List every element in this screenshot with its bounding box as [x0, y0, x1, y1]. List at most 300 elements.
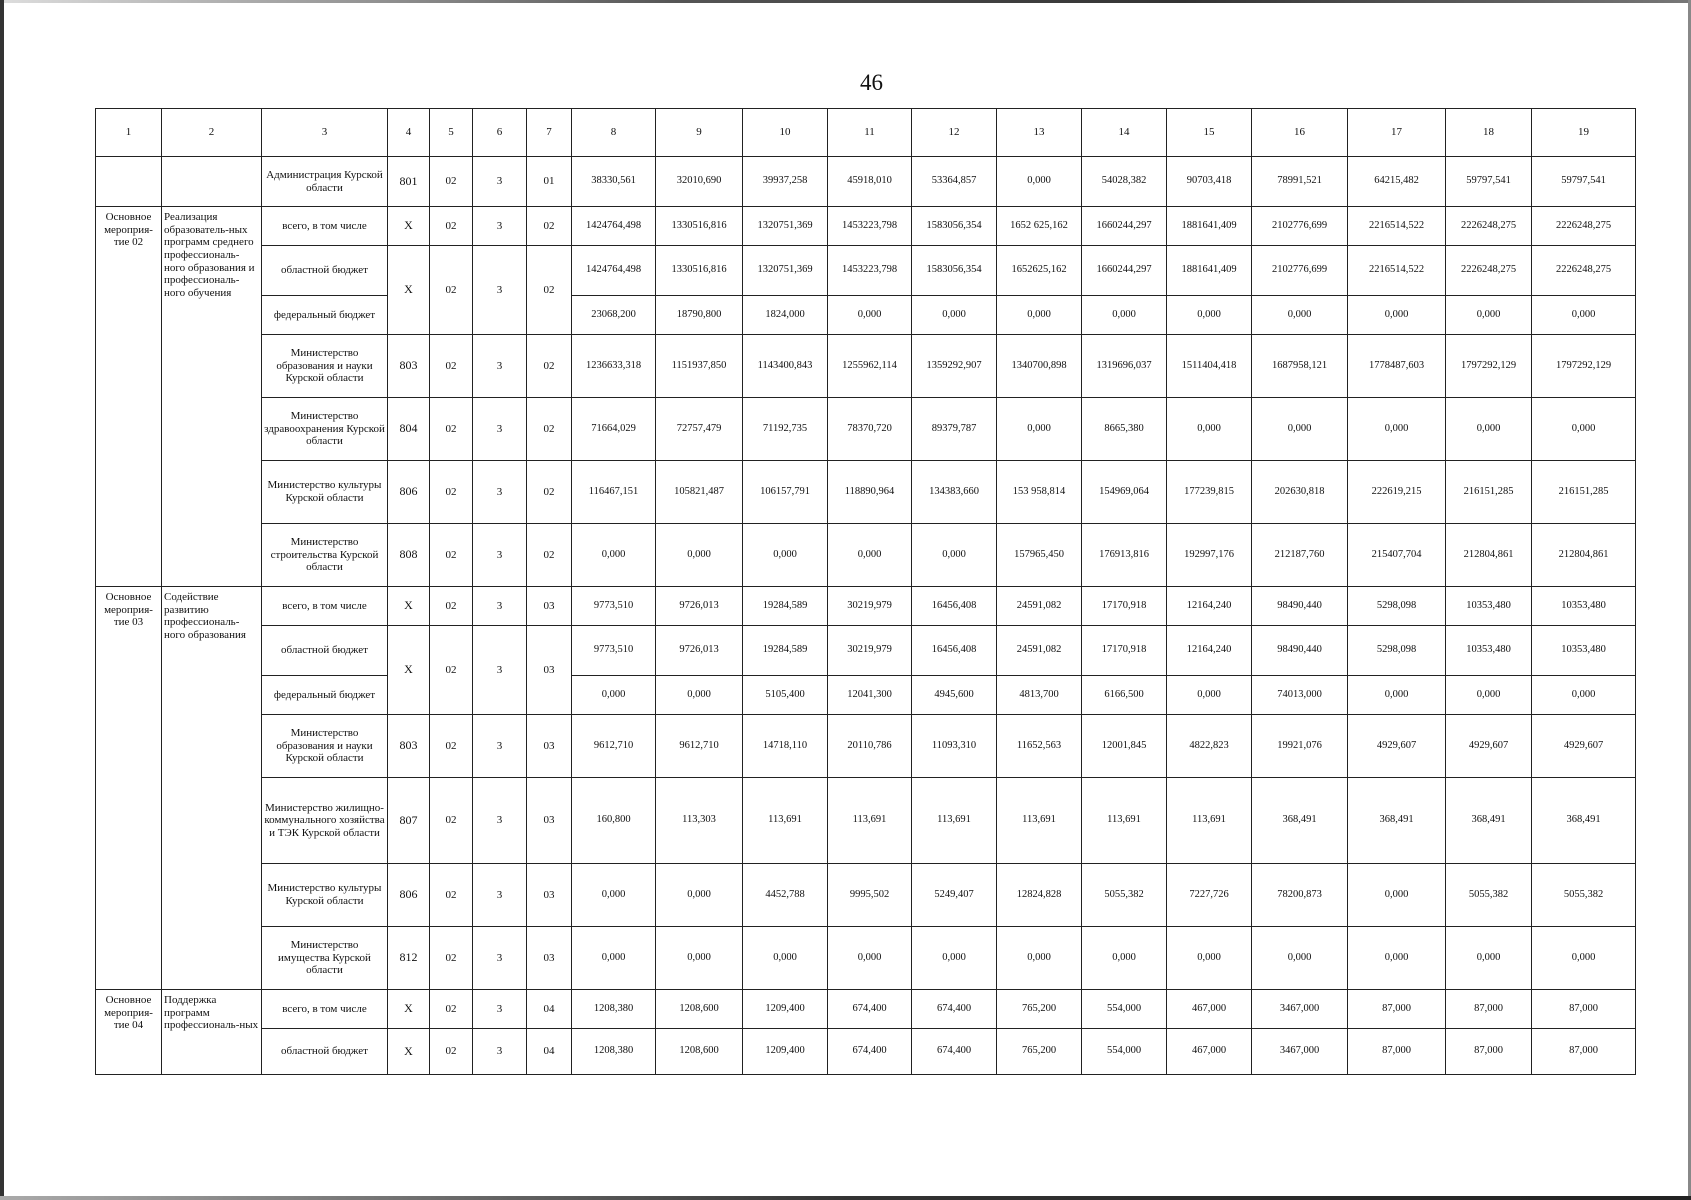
value-cell-col-11: 20110,786 — [828, 715, 912, 778]
value-cell-col-13: 157965,450 — [997, 524, 1082, 587]
executor-name: Министерство культуры Курской области — [262, 864, 388, 927]
value-cell-col-12: 134383,660 — [912, 461, 997, 524]
column-header-1: 1 — [96, 109, 162, 157]
value-cell-col-14: 176913,816 — [1082, 524, 1167, 587]
code-col-5: 02 — [430, 715, 473, 778]
value-cell-col-12: 1583056,354 — [912, 207, 997, 246]
code-col-5: 02 — [430, 1029, 473, 1075]
value-cell-col-13: 24591,082 — [997, 587, 1082, 626]
value-cell-col-9: 1208,600 — [656, 990, 743, 1029]
value-cell-col-16: 78991,521 — [1252, 157, 1348, 207]
value-cell-col-16: 368,491 — [1252, 778, 1348, 864]
value-cell-col-15: 467,000 — [1167, 1029, 1252, 1075]
value-cell-col-15: 192997,176 — [1167, 524, 1252, 587]
value-cell-col-19: 2226248,275 — [1532, 207, 1636, 246]
code-col-6: 3 — [473, 990, 527, 1029]
value-cell-col-16: 1687958,121 — [1252, 335, 1348, 398]
value-cell-col-10: 1209,400 — [743, 1029, 828, 1075]
executor-name: Министерство образования и науки Курской области — [262, 335, 388, 398]
value-cell-col-19: 2226248,275 — [1532, 246, 1636, 296]
table-body — [96, 157, 1636, 1075]
value-cell-col-18: 10353,480 — [1446, 587, 1532, 626]
budget-table — [95, 108, 1636, 1075]
code-col-7: 02 — [527, 246, 572, 335]
code-col-5: 02 — [430, 626, 473, 715]
value-cell-col-17: 1778487,603 — [1348, 335, 1446, 398]
code-col-6: 3 — [473, 626, 527, 715]
value-cell-col-8: 71664,029 — [572, 398, 656, 461]
value-cell-col-11: 30219,979 — [828, 626, 912, 676]
value-cell-col-19: 0,000 — [1532, 398, 1636, 461]
value-cell-col-18: 87,000 — [1446, 990, 1532, 1029]
value-cell-col-10: 19284,589 — [743, 587, 828, 626]
column-header-16: 16 — [1252, 109, 1348, 157]
value-cell-col-13: 0,000 — [997, 296, 1082, 335]
value-cell-col-11: 78370,720 — [828, 398, 912, 461]
value-cell-col-16: 0,000 — [1252, 398, 1348, 461]
code-col-4: X — [388, 1029, 430, 1075]
code-col-7: 03 — [527, 587, 572, 626]
value-cell-col-18: 212804,861 — [1446, 524, 1532, 587]
value-cell-col-19: 5055,382 — [1532, 864, 1636, 927]
executor-name: всего, в том числе — [262, 207, 388, 246]
value-cell-col-10: 106157,791 — [743, 461, 828, 524]
value-cell-col-15: 90703,418 — [1167, 157, 1252, 207]
m02-ministry-row — [96, 524, 1636, 587]
value-cell-col-11: 1453223,798 — [828, 246, 912, 296]
code-col-7: 03 — [527, 864, 572, 927]
value-cell-col-10: 14718,110 — [743, 715, 828, 778]
value-cell-col-11: 1255962,114 — [828, 335, 912, 398]
value-cell-col-9: 18790,800 — [656, 296, 743, 335]
value-cell-col-12: 89379,787 — [912, 398, 997, 461]
code-col-7: 02 — [527, 398, 572, 461]
value-cell-col-10: 5105,400 — [743, 676, 828, 715]
value-cell-col-15: 0,000 — [1167, 296, 1252, 335]
value-cell-col-11: 1453223,798 — [828, 207, 912, 246]
value-cell-col-14: 113,691 — [1082, 778, 1167, 864]
code-col-6: 3 — [473, 524, 527, 587]
value-cell-col-8: 23068,200 — [572, 296, 656, 335]
measure-title: Реализация образователь-ных программ среднего профессиональ-ного образования и профессиональ-ного обучения — [162, 207, 262, 587]
value-cell-col-15: 12164,240 — [1167, 626, 1252, 676]
code-col-5: 02 — [430, 524, 473, 587]
executor-name: областной бюджет — [262, 246, 388, 296]
value-cell-col-11: 118890,964 — [828, 461, 912, 524]
value-cell-col-15: 177239,815 — [1167, 461, 1252, 524]
value-cell-col-13: 765,200 — [997, 990, 1082, 1029]
value-cell-col-16: 19921,076 — [1252, 715, 1348, 778]
value-cell-col-10: 1320751,369 — [743, 246, 828, 296]
column-header-17: 17 — [1348, 109, 1446, 157]
column-header-19: 19 — [1532, 109, 1636, 157]
value-cell-col-10: 0,000 — [743, 524, 828, 587]
executor-name: областной бюджет — [262, 1029, 388, 1075]
m04-total-row — [96, 990, 1636, 1029]
value-cell-col-19: 10353,480 — [1532, 587, 1636, 626]
value-cell-col-13: 1652 625,162 — [997, 207, 1082, 246]
value-cell-col-15: 4822,823 — [1167, 715, 1252, 778]
m03-ministry-row — [96, 715, 1636, 778]
value-cell-col-14: 12001,845 — [1082, 715, 1167, 778]
value-cell-col-15: 467,000 — [1167, 990, 1252, 1029]
value-cell-col-9: 1330516,816 — [656, 246, 743, 296]
measure-label: Основное мероприя-тие 02 — [96, 207, 162, 587]
value-cell-col-12: 11093,310 — [912, 715, 997, 778]
code-col-6: 3 — [473, 715, 527, 778]
executor-name: Министерство строительства Курской области — [262, 524, 388, 587]
code-col-5: 02 — [430, 246, 473, 335]
value-cell-col-15: 1511404,418 — [1167, 335, 1252, 398]
value-cell-col-11: 674,400 — [828, 990, 912, 1029]
m03-regional-row — [96, 626, 1636, 676]
value-cell-col-9: 9612,710 — [656, 715, 743, 778]
empty-cell — [162, 157, 262, 207]
code-col-7: 02 — [527, 461, 572, 524]
value-cell-col-9: 32010,690 — [656, 157, 743, 207]
column-header-10: 10 — [743, 109, 828, 157]
code-col-5: 02 — [430, 990, 473, 1029]
value-cell-col-9: 0,000 — [656, 864, 743, 927]
header-row — [96, 109, 1636, 157]
value-cell-col-8: 38330,561 — [572, 157, 656, 207]
value-cell-col-17: 87,000 — [1348, 990, 1446, 1029]
value-cell-col-16: 74013,000 — [1252, 676, 1348, 715]
code-col-4: X — [388, 207, 430, 246]
code-col-4: 803 — [388, 715, 430, 778]
value-cell-col-9: 0,000 — [656, 927, 743, 990]
value-cell-col-18: 216151,285 — [1446, 461, 1532, 524]
value-cell-col-8: 0,000 — [572, 524, 656, 587]
value-cell-col-10: 0,000 — [743, 927, 828, 990]
value-cell-col-17: 0,000 — [1348, 864, 1446, 927]
value-cell-col-17: 215407,704 — [1348, 524, 1446, 587]
code-col-6: 3 — [473, 461, 527, 524]
value-cell-col-9: 9726,013 — [656, 626, 743, 676]
value-cell-col-11: 9995,502 — [828, 864, 912, 927]
value-cell-col-11: 674,400 — [828, 1029, 912, 1075]
value-cell-col-16: 0,000 — [1252, 927, 1348, 990]
m04-regional-row — [96, 1029, 1636, 1075]
code-col-7: 04 — [527, 1029, 572, 1075]
executor-name: Министерство здравоохранения Курской области — [262, 398, 388, 461]
column-header-14: 14 — [1082, 109, 1167, 157]
value-cell-col-12: 4945,600 — [912, 676, 997, 715]
value-cell-col-11: 45918,010 — [828, 157, 912, 207]
value-cell-col-17: 64215,482 — [1348, 157, 1446, 207]
value-cell-col-8: 1424764,498 — [572, 207, 656, 246]
value-cell-col-17: 0,000 — [1348, 676, 1446, 715]
code-col-6: 3 — [473, 207, 527, 246]
executor-name: всего, в том числе — [262, 587, 388, 626]
code-col-5: 02 — [430, 778, 473, 864]
value-cell-col-19: 87,000 — [1532, 1029, 1636, 1075]
executor-name: федеральный бюджет — [262, 296, 388, 335]
executor-name: Министерство жилищно-коммунального хозяйства и ТЭК Курской области — [262, 778, 388, 864]
value-cell-col-10: 39937,258 — [743, 157, 828, 207]
value-cell-col-16: 78200,873 — [1252, 864, 1348, 927]
value-cell-col-13: 4813,700 — [997, 676, 1082, 715]
code-col-4: 803 — [388, 335, 430, 398]
value-cell-col-13: 12824,828 — [997, 864, 1082, 927]
value-cell-col-17: 4929,607 — [1348, 715, 1446, 778]
m02-ministry-row — [96, 335, 1636, 398]
value-cell-col-14: 1660244,297 — [1082, 246, 1167, 296]
value-cell-col-8: 116467,151 — [572, 461, 656, 524]
value-cell-col-18: 0,000 — [1446, 296, 1532, 335]
code-col-4: X — [388, 587, 430, 626]
value-cell-col-10: 19284,589 — [743, 626, 828, 676]
m02-regional-row — [96, 246, 1636, 296]
value-cell-col-12: 5249,407 — [912, 864, 997, 927]
value-cell-col-18: 5055,382 — [1446, 864, 1532, 927]
value-cell-col-16: 98490,440 — [1252, 587, 1348, 626]
value-cell-col-8: 0,000 — [572, 676, 656, 715]
value-cell-col-17: 0,000 — [1348, 398, 1446, 461]
value-cell-col-14: 554,000 — [1082, 990, 1167, 1029]
value-cell-col-19: 0,000 — [1532, 296, 1636, 335]
value-cell-col-19: 0,000 — [1532, 676, 1636, 715]
value-cell-col-16: 98490,440 — [1252, 626, 1348, 676]
value-cell-col-18: 10353,480 — [1446, 626, 1532, 676]
value-cell-col-19: 212804,861 — [1532, 524, 1636, 587]
code-col-4: X — [388, 990, 430, 1029]
value-cell-col-12: 674,400 — [912, 1029, 997, 1075]
column-header-9: 9 — [656, 109, 743, 157]
value-cell-col-9: 105821,487 — [656, 461, 743, 524]
value-cell-col-9: 113,303 — [656, 778, 743, 864]
value-cell-col-12: 113,691 — [912, 778, 997, 864]
value-cell-col-13: 0,000 — [997, 398, 1082, 461]
value-cell-col-18: 2226248,275 — [1446, 207, 1532, 246]
code-col-7: 02 — [527, 207, 572, 246]
value-cell-col-19: 87,000 — [1532, 990, 1636, 1029]
value-cell-col-18: 1797292,129 — [1446, 335, 1532, 398]
value-cell-col-9: 0,000 — [656, 524, 743, 587]
code-col-5: 02 — [430, 335, 473, 398]
code-col-7: 01 — [527, 157, 572, 207]
code-col-4: 807 — [388, 778, 430, 864]
code-col-6: 3 — [473, 246, 527, 335]
column-header-11: 11 — [828, 109, 912, 157]
value-cell-col-13: 1652625,162 — [997, 246, 1082, 296]
value-cell-col-8: 1208,380 — [572, 990, 656, 1029]
value-cell-col-18: 4929,607 — [1446, 715, 1532, 778]
code-col-5: 02 — [430, 461, 473, 524]
value-cell-col-15: 0,000 — [1167, 398, 1252, 461]
value-cell-col-16: 212187,760 — [1252, 524, 1348, 587]
code-col-7: 04 — [527, 990, 572, 1029]
value-cell-col-13: 765,200 — [997, 1029, 1082, 1075]
code-col-4: 808 — [388, 524, 430, 587]
code-col-4: X — [388, 626, 430, 715]
column-header-15: 15 — [1167, 109, 1252, 157]
value-cell-col-8: 1424764,498 — [572, 246, 656, 296]
value-cell-col-12: 53364,857 — [912, 157, 997, 207]
m02-ministry-row — [96, 398, 1636, 461]
code-col-6: 3 — [473, 778, 527, 864]
executor-name: Администрация Курской области — [262, 157, 388, 207]
column-header-2: 2 — [162, 109, 262, 157]
column-header-5: 5 — [430, 109, 473, 157]
value-cell-col-16: 2102776,699 — [1252, 207, 1348, 246]
value-cell-col-14: 0,000 — [1082, 296, 1167, 335]
code-col-6: 3 — [473, 335, 527, 398]
value-cell-col-11: 0,000 — [828, 927, 912, 990]
column-header-18: 18 — [1446, 109, 1532, 157]
value-cell-col-10: 71192,735 — [743, 398, 828, 461]
code-col-6: 3 — [473, 587, 527, 626]
m02-federal-row — [96, 296, 1636, 335]
value-cell-col-14: 1660244,297 — [1082, 207, 1167, 246]
code-col-4: 804 — [388, 398, 430, 461]
value-cell-col-18: 0,000 — [1446, 676, 1532, 715]
value-cell-col-16: 3467,000 — [1252, 990, 1348, 1029]
value-cell-col-15: 0,000 — [1167, 676, 1252, 715]
value-cell-col-16: 202630,818 — [1252, 461, 1348, 524]
executor-name: Министерство культуры Курской области — [262, 461, 388, 524]
empty-cell — [96, 157, 162, 207]
value-cell-col-13: 11652,563 — [997, 715, 1082, 778]
code-col-6: 3 — [473, 398, 527, 461]
value-cell-col-13: 1340700,898 — [997, 335, 1082, 398]
value-cell-col-11: 0,000 — [828, 524, 912, 587]
value-cell-col-8: 9773,510 — [572, 626, 656, 676]
value-cell-col-14: 17170,918 — [1082, 626, 1167, 676]
column-header-3: 3 — [262, 109, 388, 157]
executor-name: областной бюджет — [262, 626, 388, 676]
code-col-7: 02 — [527, 524, 572, 587]
value-cell-col-8: 1236633,318 — [572, 335, 656, 398]
executor-name: Министерство образования и науки Курской области — [262, 715, 388, 778]
column-header-6: 6 — [473, 109, 527, 157]
value-cell-col-17: 5298,098 — [1348, 587, 1446, 626]
value-cell-col-14: 1319696,037 — [1082, 335, 1167, 398]
page-number: 46 — [860, 70, 883, 95]
value-cell-col-19: 10353,480 — [1532, 626, 1636, 676]
value-cell-col-17: 0,000 — [1348, 296, 1446, 335]
code-col-7: 03 — [527, 626, 572, 715]
value-cell-col-10: 1143400,843 — [743, 335, 828, 398]
value-cell-col-9: 72757,479 — [656, 398, 743, 461]
code-col-6: 3 — [473, 864, 527, 927]
code-col-6: 3 — [473, 1029, 527, 1075]
value-cell-col-8: 0,000 — [572, 927, 656, 990]
scan-edge-left — [0, 0, 4, 1200]
value-cell-col-13: 0,000 — [997, 157, 1082, 207]
m02-ministry-row — [96, 461, 1636, 524]
value-cell-col-19: 4929,607 — [1532, 715, 1636, 778]
value-cell-col-15: 1881641,409 — [1167, 246, 1252, 296]
executor-name: Министерство имущества Курской области — [262, 927, 388, 990]
column-header-13: 13 — [997, 109, 1082, 157]
value-cell-col-10: 1320751,369 — [743, 207, 828, 246]
value-cell-col-15: 0,000 — [1167, 927, 1252, 990]
value-cell-col-14: 0,000 — [1082, 927, 1167, 990]
value-cell-col-15: 12164,240 — [1167, 587, 1252, 626]
value-cell-col-13: 113,691 — [997, 778, 1082, 864]
code-col-5: 02 — [430, 207, 473, 246]
value-cell-col-14: 554,000 — [1082, 1029, 1167, 1075]
value-cell-col-16: 2102776,699 — [1252, 246, 1348, 296]
value-cell-col-12: 674,400 — [912, 990, 997, 1029]
value-cell-col-8: 160,800 — [572, 778, 656, 864]
code-col-5: 02 — [430, 864, 473, 927]
value-cell-col-12: 1359292,907 — [912, 335, 997, 398]
value-cell-col-15: 7227,726 — [1167, 864, 1252, 927]
value-cell-col-10: 113,691 — [743, 778, 828, 864]
value-cell-col-17: 2216514,522 — [1348, 207, 1446, 246]
value-cell-col-16: 3467,000 — [1252, 1029, 1348, 1075]
code-col-4: 806 — [388, 461, 430, 524]
value-cell-col-18: 2226248,275 — [1446, 246, 1532, 296]
value-cell-col-17: 5298,098 — [1348, 626, 1446, 676]
value-cell-col-13: 0,000 — [997, 927, 1082, 990]
column-header-12: 12 — [912, 109, 997, 157]
value-cell-col-14: 17170,918 — [1082, 587, 1167, 626]
value-cell-col-9: 9726,013 — [656, 587, 743, 626]
value-cell-col-19: 368,491 — [1532, 778, 1636, 864]
value-cell-col-14: 6166,500 — [1082, 676, 1167, 715]
code-col-7: 02 — [527, 335, 572, 398]
code-col-7: 03 — [527, 715, 572, 778]
measure-label: Основное мероприя-тие 04 — [96, 990, 162, 1075]
value-cell-col-12: 0,000 — [912, 927, 997, 990]
value-cell-col-18: 0,000 — [1446, 398, 1532, 461]
measure-label: Основное мероприя-тие 03 — [96, 587, 162, 990]
code-col-5: 02 — [430, 587, 473, 626]
value-cell-col-10: 1824,000 — [743, 296, 828, 335]
value-cell-col-9: 1208,600 — [656, 1029, 743, 1075]
code-col-4: 806 — [388, 864, 430, 927]
value-cell-col-18: 368,491 — [1446, 778, 1532, 864]
value-cell-col-11: 12041,300 — [828, 676, 912, 715]
column-header-7: 7 — [527, 109, 572, 157]
value-cell-col-9: 1151937,850 — [656, 335, 743, 398]
m03-ministry-row — [96, 778, 1636, 864]
value-cell-col-17: 0,000 — [1348, 927, 1446, 990]
code-col-7: 03 — [527, 778, 572, 864]
executor-name: федеральный бюджет — [262, 676, 388, 715]
value-cell-col-19: 1797292,129 — [1532, 335, 1636, 398]
code-col-4: 812 — [388, 927, 430, 990]
admin-row — [96, 157, 1636, 207]
value-cell-col-18: 0,000 — [1446, 927, 1532, 990]
value-cell-col-8: 1208,380 — [572, 1029, 656, 1075]
measure-title: Поддержка программ профессиональ-ных — [162, 990, 262, 1075]
value-cell-col-19: 0,000 — [1532, 927, 1636, 990]
value-cell-col-17: 368,491 — [1348, 778, 1446, 864]
value-cell-col-10: 1209,400 — [743, 990, 828, 1029]
value-cell-col-8: 9773,510 — [572, 587, 656, 626]
value-cell-col-14: 54028,382 — [1082, 157, 1167, 207]
executor-name: всего, в том числе — [262, 990, 388, 1029]
value-cell-col-17: 87,000 — [1348, 1029, 1446, 1075]
value-cell-col-12: 0,000 — [912, 296, 997, 335]
value-cell-col-18: 59797,541 — [1446, 157, 1532, 207]
value-cell-col-14: 5055,382 — [1082, 864, 1167, 927]
value-cell-col-11: 0,000 — [828, 296, 912, 335]
value-cell-col-19: 216151,285 — [1532, 461, 1636, 524]
value-cell-col-9: 1330516,816 — [656, 207, 743, 246]
code-col-5: 02 — [430, 927, 473, 990]
m02-total-row — [96, 207, 1636, 246]
value-cell-col-13: 153 958,814 — [997, 461, 1082, 524]
code-col-5: 02 — [430, 398, 473, 461]
code-col-7: 03 — [527, 927, 572, 990]
value-cell-col-12: 16456,408 — [912, 587, 997, 626]
m03-ministry-row — [96, 927, 1636, 990]
